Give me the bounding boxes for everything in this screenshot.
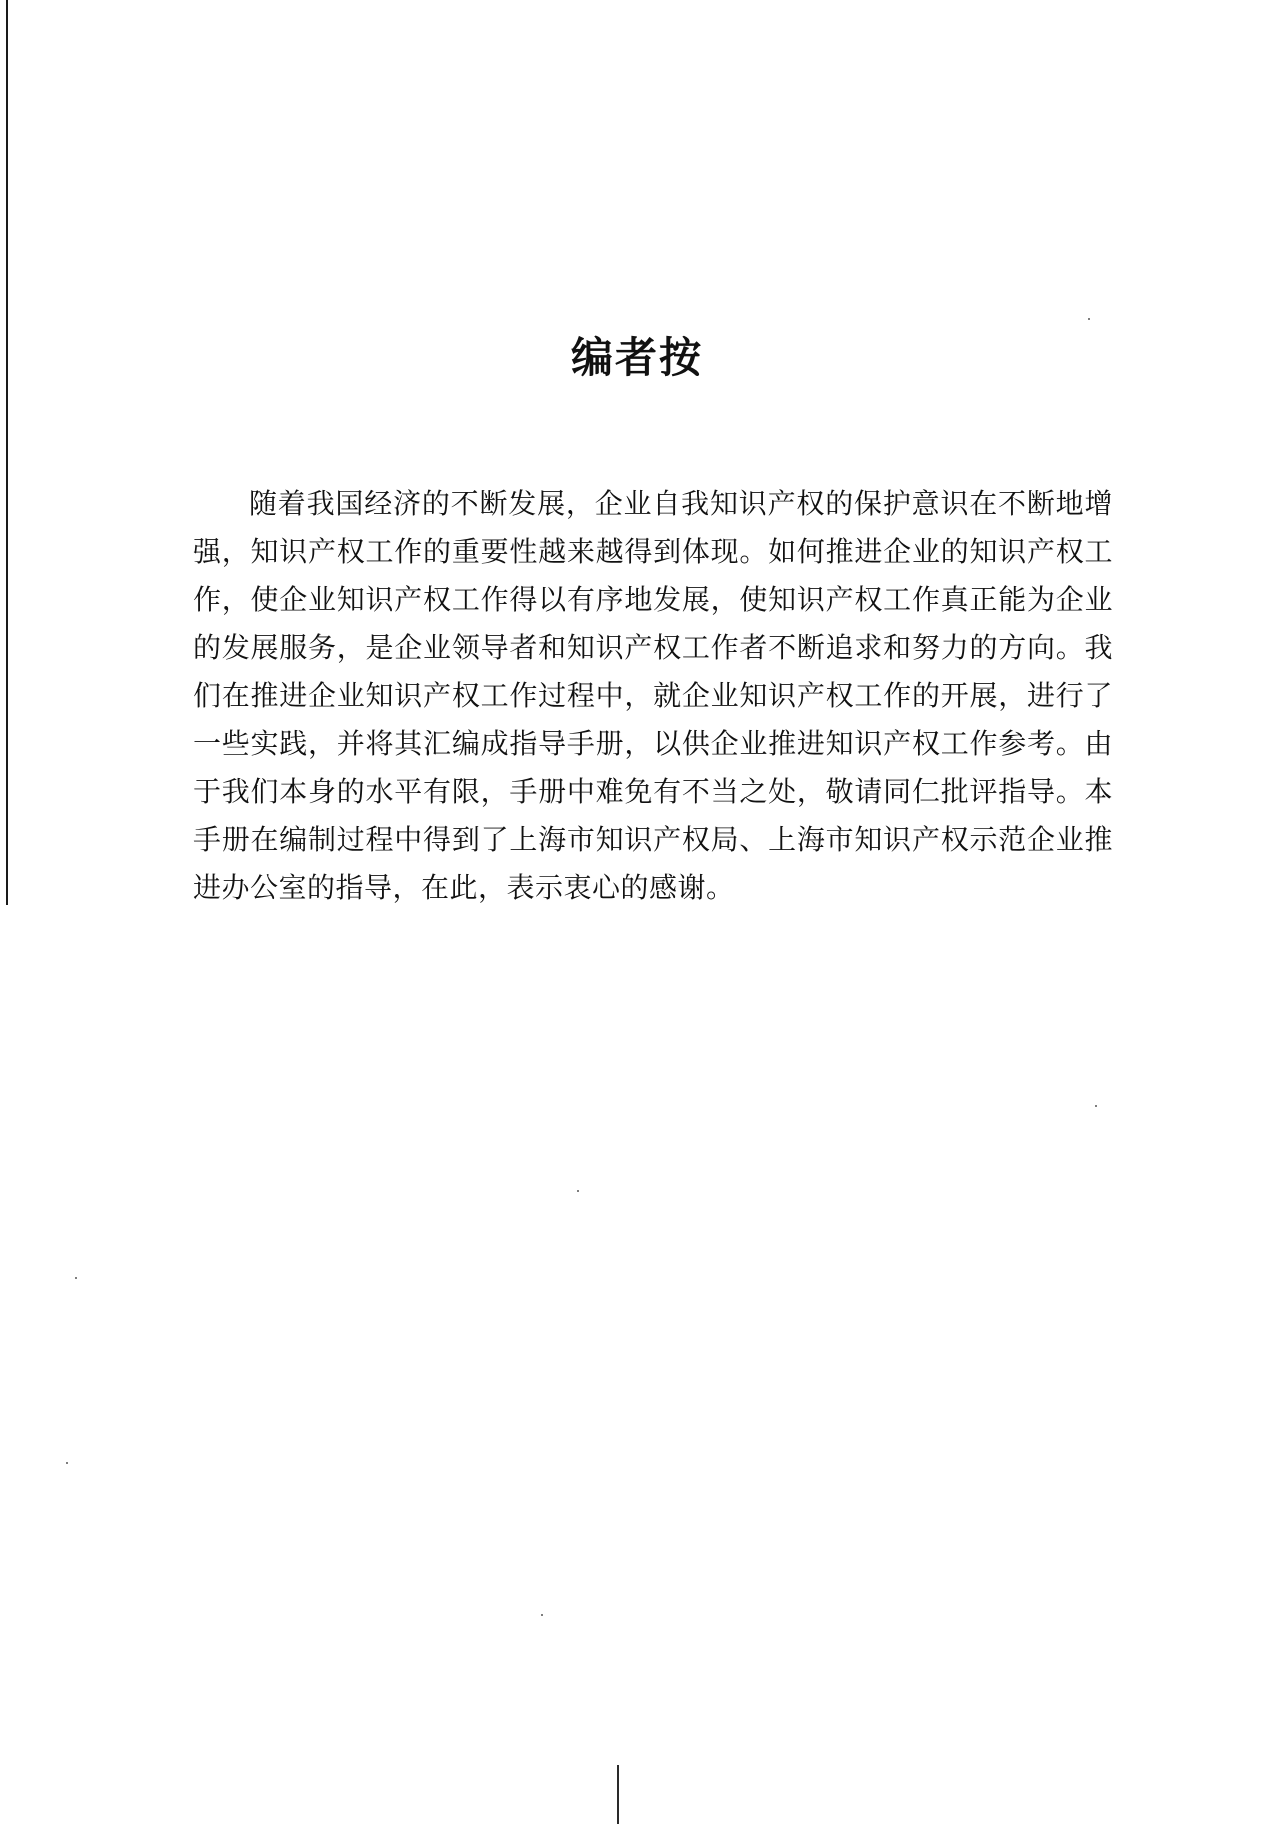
- body-paragraph: 随着我国经济的不断发展，企业自我知识产权的保护意识在不断地增强，知识产权工作的重要性越来越得到体现。如何推进企业的知识产权工作，使企业知识产权工作得以有序地发展，使知识产权工作真正能为企业的发展服务，是企业领导者和知识产权工作者不断追求和努力的方向。我们在推进企业知识产权工作过程中，就企业知识产权工作的开展，进行了一些实践，并将其汇编成指导手册，以供企业推进知识产权工作参考。由于我们本身的水平有限，手册中难免有不当之处，敬请同仁批评指导。本手册在编制过程中得到了上海市知识产权局、上海市知识产权示范企业推进办公室的指导，在此，表示衷心的感谢。: [193, 487, 1113, 904]
- scan-speck: [75, 1277, 77, 1279]
- scan-speck: [66, 1462, 68, 1464]
- page-title: 编者按: [570, 333, 703, 382]
- scan-speck: [1095, 1105, 1097, 1107]
- scan-speck: [577, 1190, 579, 1192]
- scan-crop-mark: [617, 1765, 619, 1824]
- scan-speck: [1088, 318, 1090, 320]
- scan-speck: [541, 1614, 543, 1616]
- scan-binding-edge: [6, 0, 8, 905]
